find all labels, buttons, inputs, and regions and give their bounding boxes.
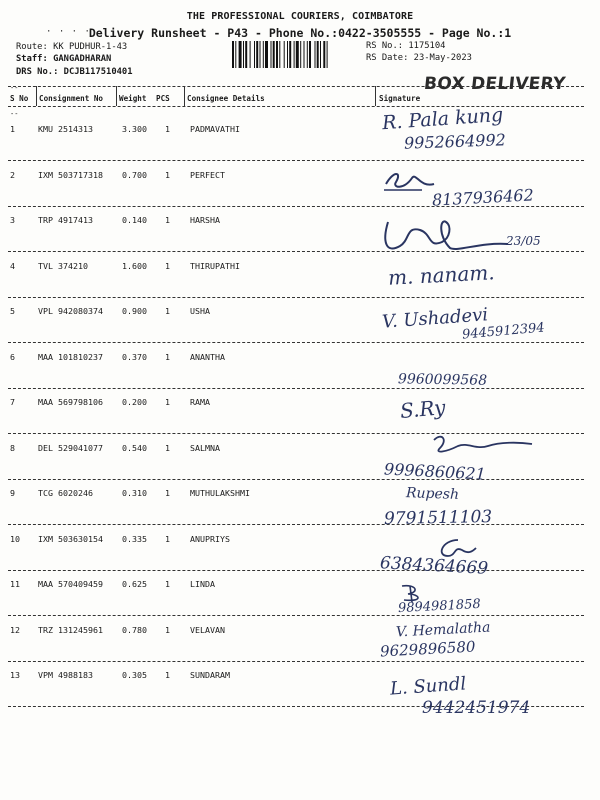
serial-number: 3 [10,215,15,225]
consignment-number: VPL 942080374 [38,306,103,316]
consignee-name: LINDA [190,579,215,589]
weight-value: 0.200 [122,397,147,407]
signature-9: Rupesh [405,485,460,503]
row-divider [8,661,584,662]
barcode-bar [294,41,295,68]
barcode-bar [315,41,316,68]
barcode-bar [327,41,328,68]
row-divider [8,479,584,480]
staff-label: Staff: [16,54,48,64]
weight-value: 0.310 [122,488,147,498]
signature-12: V. Hemalatha [395,619,491,641]
barcode-bar [271,41,272,68]
col-divider [184,86,185,106]
serial-number: 6 [10,351,15,362]
signature-8-scribble [428,432,538,458]
col-consignee: Consignee Details [187,94,265,103]
pieces-count: 1 [165,533,170,544]
consignee-name: THIRUPATHI [190,260,240,271]
company-title: THE PROFESSIONAL COURIERS, COIMBATORE [186,11,414,22]
signature-7: S.Ry [399,395,447,423]
barcode-bar [323,41,325,68]
consignee-name: PADMAVATHI [190,124,240,134]
barcode-bar [256,41,258,68]
serial-number: 1 [10,124,15,134]
consignee-name: MUTHULAKSHMI [190,488,250,498]
header-dash-mark: -- [10,110,19,118]
row-divider [8,160,584,161]
serial-number: 4 [10,260,15,271]
barcode-bar [279,41,280,68]
pieces-count: 1 [165,215,170,225]
consignee-name: SALMNA [190,442,220,453]
weight-value: 0.140 [122,215,147,225]
signature-5: V. Ushadevi [381,304,489,333]
signature-3-scribble [380,212,520,260]
consignee-name: PERFECT [190,169,225,180]
consignee-name: HARSHA [190,215,220,225]
weight-value: 0.900 [122,306,147,316]
pieces-count: 1 [165,670,170,680]
phone-10: 6384364669 [379,553,489,579]
col-weight: Weight [119,94,147,103]
col-signature: Signature [379,94,421,103]
barcode-bar [289,41,291,68]
pieces-count: 1 [165,397,170,407]
weight-value: 0.540 [122,442,147,453]
phone-6: 9960099568 [397,371,488,389]
serial-number: 10 [10,533,20,544]
barcode-bar [232,41,234,68]
barcode-bar [284,41,285,68]
serial-number: 12 [10,624,20,635]
barcode-bar [243,41,244,68]
drs-number: DCJB117510401 [63,67,133,77]
barcode-bar [263,41,264,68]
weight-value: 0.700 [122,169,147,180]
row-divider [8,388,584,389]
weight-value: 0.370 [122,351,147,362]
header-top-divider [8,86,584,87]
col-divider [36,86,37,106]
serial-number: 7 [10,397,15,407]
col-sno: S No [10,94,29,103]
phone-11: 9894981858 [397,596,482,617]
consignment-number: DEL 529041077 [38,442,103,453]
row-divider [8,342,584,343]
signature-1: R. Pala kung [381,103,504,135]
barcode-bar [317,41,319,68]
header-dash-mark: -- [10,84,19,92]
consignee-name: SUNDARAM [190,670,230,680]
rs-number: RS No.: 1175104 [366,41,446,51]
pieces-count: 1 [165,169,170,180]
consignment-number: TRP 4917413 [38,215,93,225]
decorative-dots: · · · · [46,27,91,37]
serial-number: 5 [10,306,15,316]
signature-4: m. nanam. [387,260,496,290]
consignment-number: KMU 2514313 [38,124,93,134]
serial-number: 8 [10,442,15,453]
pieces-count: 1 [165,306,170,316]
consignment-number: TVL 374210 [38,260,88,271]
row-divider [8,570,584,571]
phone-9: 9791511103 [383,507,493,529]
barcode-bar [296,41,299,68]
rs-date: RS Date: 23-May-2023 [366,53,472,63]
consignment-number: MAA 569798106 [38,397,103,407]
runsheet-subtitle: Delivery Runsheet - P43 - Phone No.:0422-3505555 - Page No.:1 [88,26,512,40]
weight-value: 1.600 [122,260,147,271]
barcode-bar [307,41,308,68]
col-divider [375,86,376,106]
pieces-count: 1 [165,260,170,271]
barcode-bar [254,41,255,68]
barcode-bar [287,41,288,68]
consignee-name: USHA [190,306,210,316]
weight-value: 0.625 [122,579,147,589]
consignment-number: IXM 503717318 [38,169,103,180]
route-text: Route: KK PUDHUR-1-43 [16,42,128,52]
pieces-count: 1 [165,124,170,134]
pieces-count: 1 [165,579,170,589]
drs-label: DRS No.: [16,67,59,77]
barcode-bar [235,41,236,68]
pieces-count: 1 [165,624,170,635]
barcode-bar [245,41,247,68]
barcode-bar [300,41,301,68]
barcode-bar [265,41,268,68]
col-pcs: PCS [156,94,170,103]
consignee-name: ANANTHA [190,351,225,362]
col-consignment: Consignment No [39,94,104,103]
signature-13: L. Sundl [389,673,467,700]
pieces-count: 1 [165,488,170,498]
serial-number: 2 [10,169,15,180]
serial-number: 9 [10,488,15,498]
pieces-count: 1 [165,442,170,453]
barcode-bar [260,41,261,68]
consignee-name: VELAVAN [190,624,225,635]
weight-value: 3.300 [122,124,147,134]
pieces-count: 1 [165,351,170,362]
barcode-bar [273,41,275,68]
consignment-number: IXM 503630154 [38,533,103,544]
consignment-number: TCG 6020246 [38,488,93,498]
phone-2: 8137936462 [431,185,535,210]
consignee-name: ANUPRIYS [190,533,230,544]
serial-number: 13 [10,670,20,680]
barcode-bar [250,41,251,68]
date-3: 23/05 [506,234,541,248]
barcode-bar [320,41,321,68]
row-divider [8,615,584,616]
consignment-number: MAA 101810237 [38,351,103,362]
phone-8: 9996860621 [383,459,487,484]
row-divider [8,297,584,298]
barcode-bar [304,41,305,68]
consignment-number: VPM 4988183 [38,670,93,680]
consignee-name: RAMA [190,397,210,407]
drs-line [16,67,133,77]
weight-value: 0.780 [122,624,147,635]
staff-line [16,54,111,64]
barcode [232,41,360,68]
barcode-bar [239,41,242,68]
staff-name: GANGADHARAN [53,54,112,64]
box-delivery-stamp: BOX DELIVERY [422,74,567,94]
phone-5: 9445912394 [461,320,546,343]
serial-number: 11 [10,579,20,589]
phone-1: 9952664992 [403,130,507,153]
phone-13: 9442451974 [422,698,531,718]
weight-value: 0.305 [122,670,147,680]
barcode-bar [276,41,278,68]
col-divider [116,86,117,106]
row-divider [8,524,584,525]
phone-12: 9629896580 [379,637,476,661]
consignment-number: TRZ 131245961 [38,624,103,635]
weight-value: 0.335 [122,533,147,544]
barcode-bar [309,41,311,68]
consignment-number: MAA 570409459 [38,579,103,589]
